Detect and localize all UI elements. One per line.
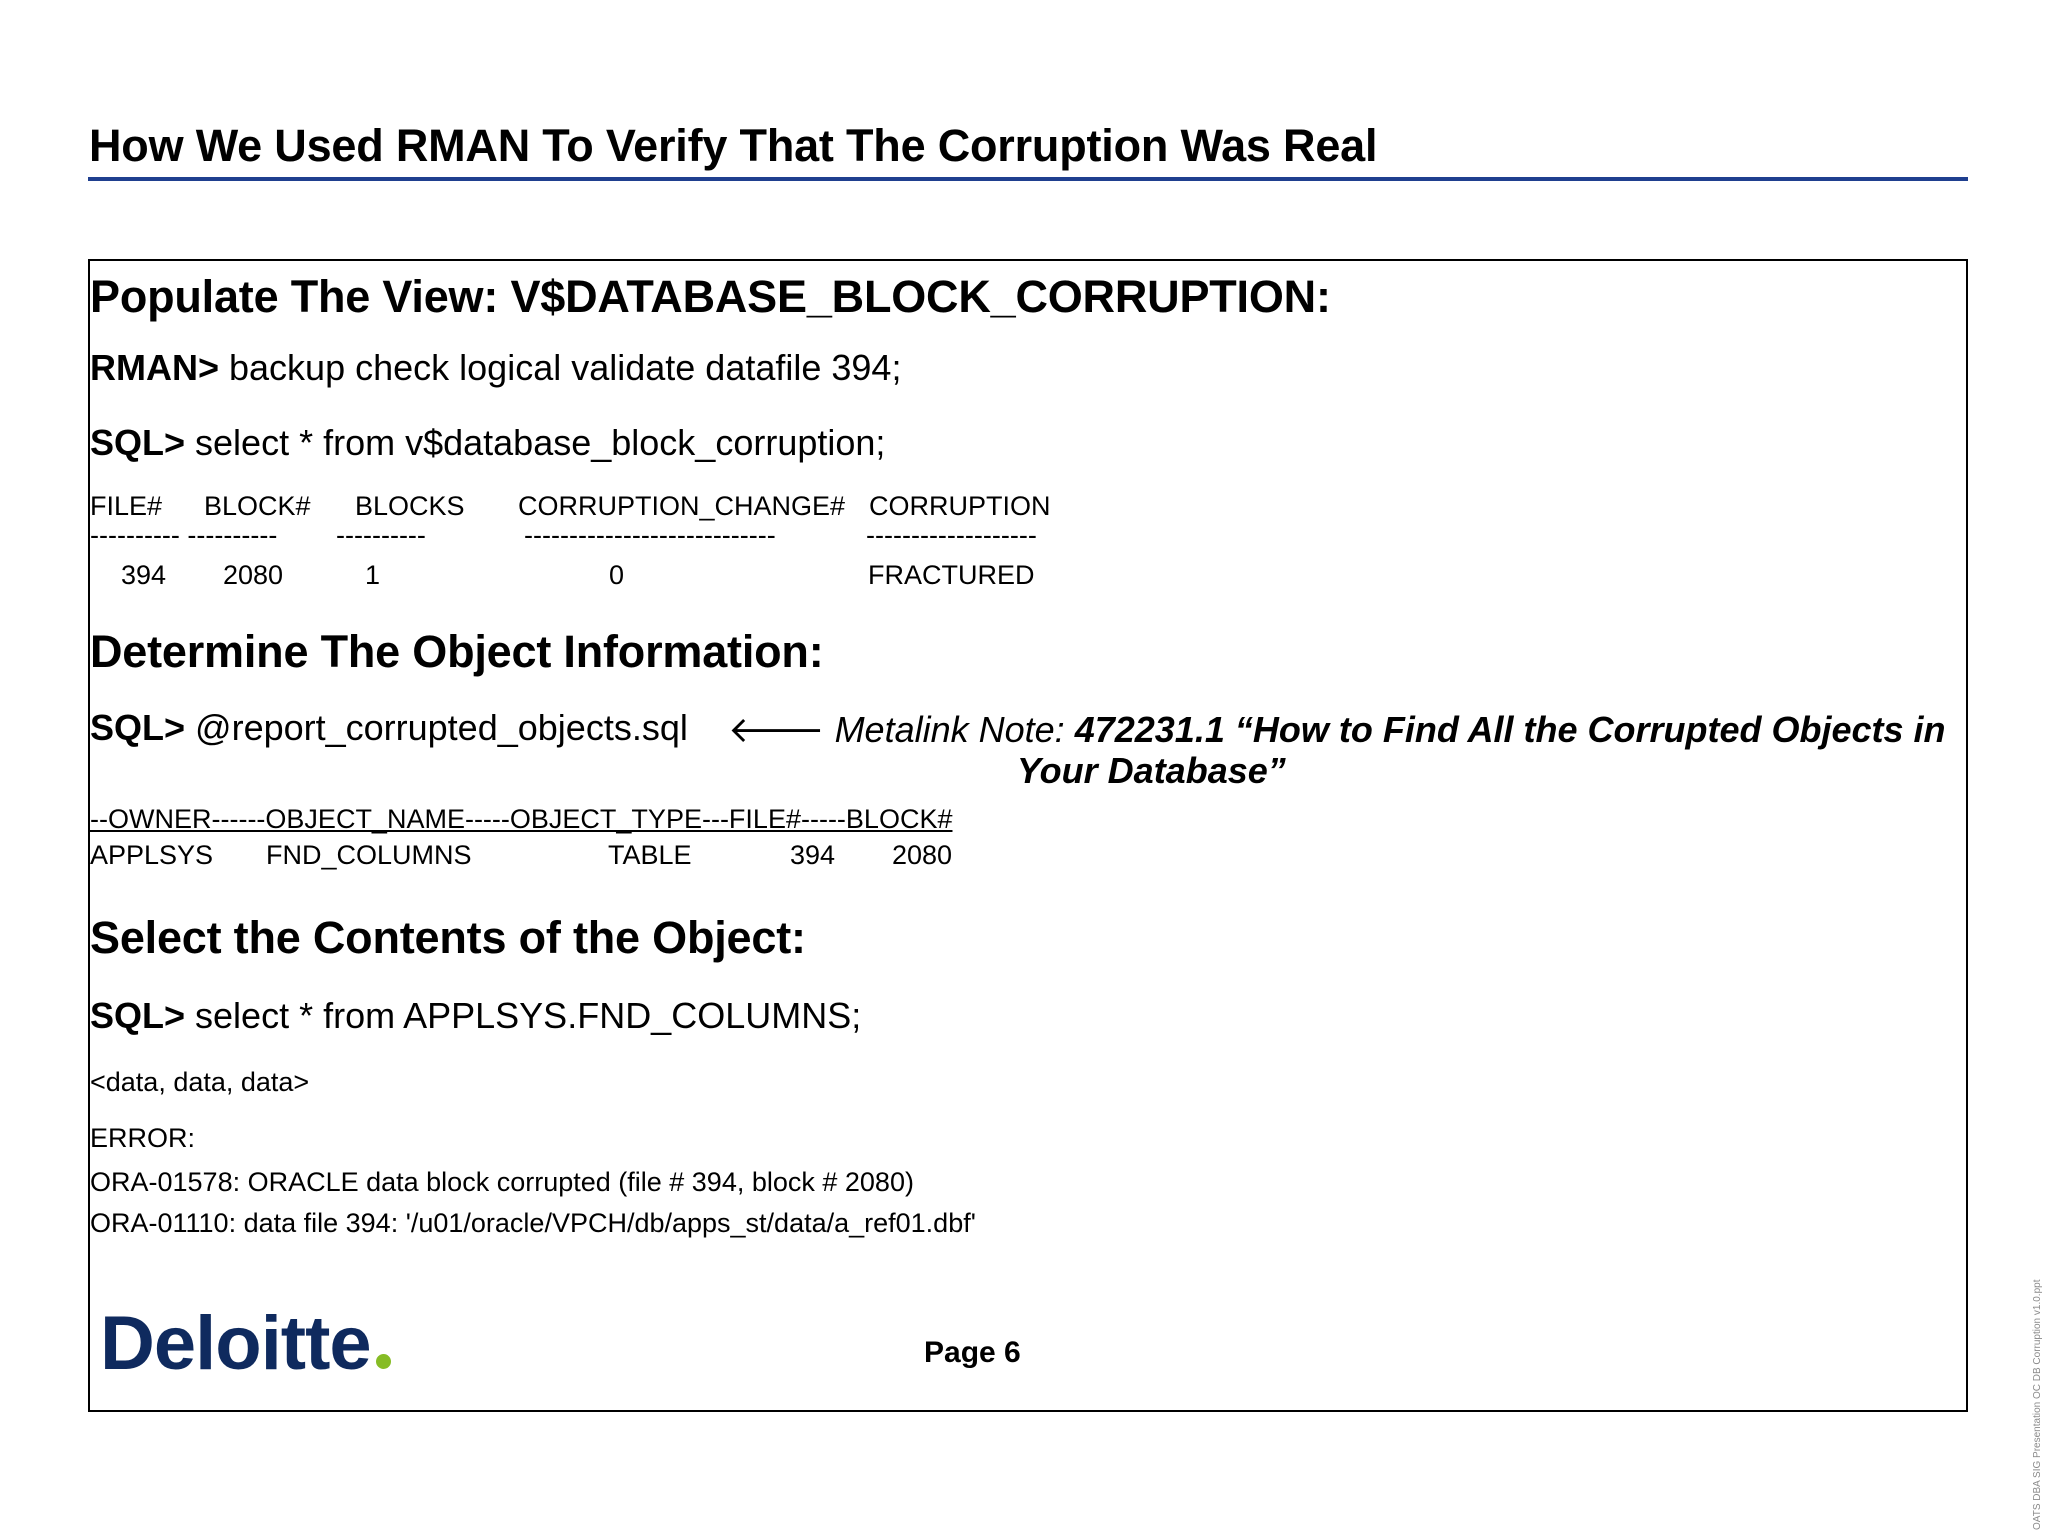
metalink-note (728, 707, 1946, 751)
logo-dot-icon (376, 1354, 391, 1369)
sql-command: select * from v$database_block_corruption; (185, 422, 886, 463)
object-table-header: --OWNER------OBJECT_NAME-----OBJECT_TYPE---FILE#-----BLOCK# (90, 804, 953, 834)
section-heading-select-contents: Select the Contents of the Object: (90, 912, 806, 963)
sql-command-line-3 (90, 995, 861, 1037)
section-heading-populate-view: Populate The View: V$DATABASE_BLOCK_CORRUPTION: (90, 271, 1331, 322)
sql-select: select * from APPLSYS.FND_COLUMNS; (185, 995, 862, 1036)
note-close-quote: ” (1267, 750, 1286, 791)
note-id: 472231.1 (1074, 709, 1225, 750)
rman-prompt: RMAN> (90, 347, 220, 388)
sql-command-line-2 (90, 707, 688, 749)
sql-prompt: SQL> (90, 995, 186, 1036)
left-arrow-icon: 🡐 (728, 709, 825, 750)
page-number: Page 6 (924, 1336, 1021, 1369)
logo-text: Deloitte (100, 1301, 371, 1386)
cell-object-type: TABLE (608, 840, 692, 870)
dash-file-block: ---------- ---------- (90, 520, 278, 550)
rman-command: backup check logical validate datafile 394; (219, 347, 902, 388)
cell-object-block: 2080 (892, 840, 953, 870)
deloitte-logo (100, 1300, 391, 1387)
col-header-blocks: BLOCKS (355, 491, 465, 521)
data-output: <data, data, data> (90, 1067, 310, 1097)
note-title-line-2: Your Database (1017, 750, 1268, 791)
cell-corruption: FRACTURED (868, 560, 1035, 590)
sql-command-line-1 (90, 422, 885, 464)
cell-owner: APPLSYS (90, 840, 214, 870)
col-header-file: FILE# (90, 491, 163, 521)
sql-prompt: SQL> (90, 707, 186, 748)
dash-corruption: ------------------- (866, 520, 1037, 550)
section-heading-object-info: Determine The Object Information: (90, 626, 824, 677)
slide-title: How We Used RMAN To Verify That The Corruption Was Real (89, 120, 1378, 171)
sql-prompt: SQL> (90, 422, 186, 463)
col-header-corruption-change: CORRUPTION_CHANGE# (518, 491, 846, 521)
cell-block: 2080 (223, 560, 284, 590)
cell-corruption-change: 0 (609, 560, 625, 590)
col-header-block: BLOCK# (204, 491, 311, 521)
col-header-corruption: CORRUPTION (869, 491, 1051, 521)
error-label: ERROR: (90, 1123, 196, 1153)
cell-file: 394 (121, 560, 167, 590)
title-underline (88, 177, 1968, 181)
dash-blocks: ---------- (336, 520, 426, 550)
side-file-label: OATS DBA SIG Presentation OC DB Corruption v1.0.ppt (2032, 1279, 2043, 1530)
note-label: Metalink Note: (834, 709, 1065, 750)
cell-object-name: FND_COLUMNS (266, 840, 472, 870)
sql-script: @report_corrupted_objects.sql (185, 707, 688, 748)
cell-blocks: 1 (365, 560, 381, 590)
note-title-line-1: “How to Find All the Corrupted Objects in (1234, 709, 1946, 750)
error-ora-01578: ORA-01578: ORACLE data block corrupted (file # 394, block # 2080) (90, 1167, 914, 1197)
cell-object-file: 394 (790, 840, 836, 870)
rman-command-line (90, 347, 901, 389)
error-ora-01110: ORA-01110: data file 394: '/u01/oracle/VPCH/db/apps_st/data/a_ref01.dbf' (90, 1208, 976, 1238)
metalink-note-line-2 (1017, 750, 1286, 792)
dash-corruption-change: ---------------------------- (524, 520, 776, 550)
